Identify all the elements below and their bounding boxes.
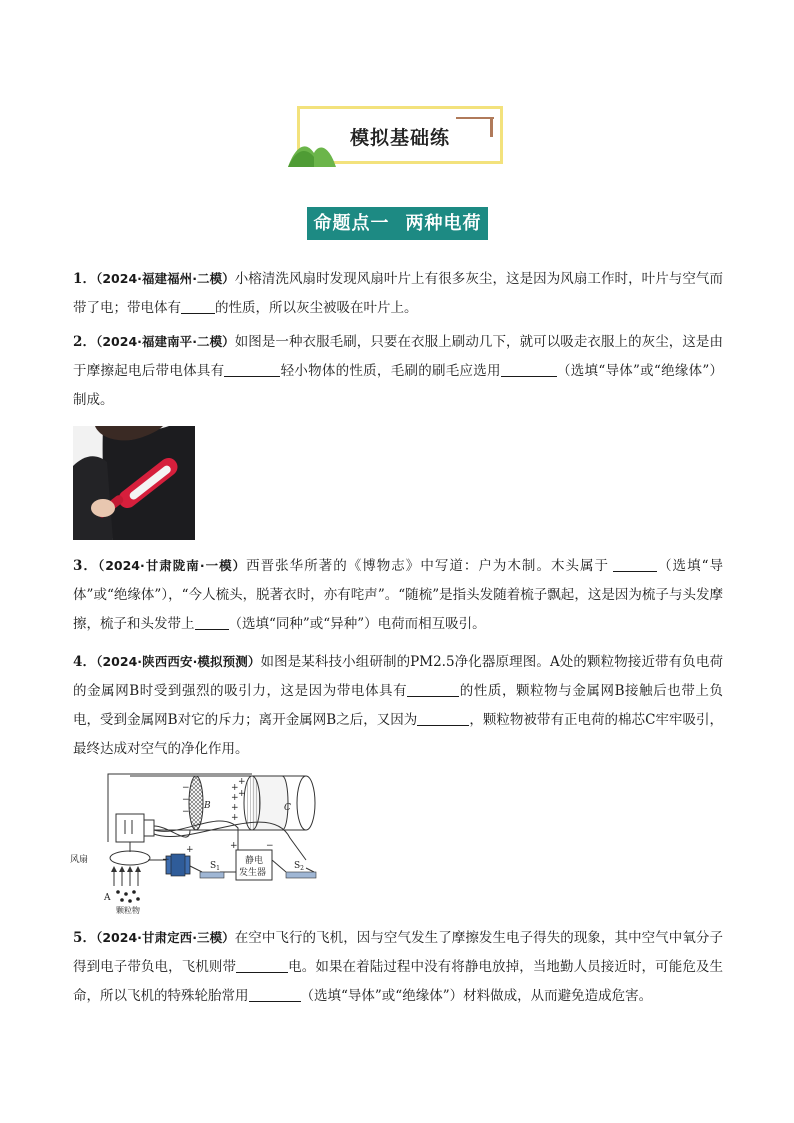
question-number: 5． — [73, 930, 97, 946]
answer-blank[interactable] — [195, 615, 229, 630]
generator-label: 发生器 — [239, 868, 267, 878]
question-source: （2024·陕西西安·模拟预测） — [96, 654, 261, 669]
label-c: C — [284, 803, 291, 813]
question-text: 的性质，所以灰尘被吸在叶片上。 — [215, 300, 418, 316]
label-b: B — [204, 801, 211, 811]
question-2 — [73, 327, 723, 415]
fan-label: 风扇 — [70, 855, 89, 865]
section-banner — [297, 106, 503, 164]
question-4 — [73, 647, 723, 764]
question-text: 轻小物体的性质，毛刷的刷毛应选用 — [280, 363, 501, 379]
question-source: （2024·福建南平·二模） — [96, 334, 235, 349]
question-text: （选填“同种”或“异种”）电荷而相互吸引。 — [228, 616, 486, 632]
charge-sign: + — [231, 813, 239, 823]
question-text: ，颗粒物被带有正电荷的棉芯C牢牢吸引，最终达成对空气的净化作用。 — [73, 712, 723, 757]
charge-sign: + — [230, 841, 238, 851]
banner-title: 模拟基础练 — [349, 127, 450, 149]
topic-title: 两种电荷 — [405, 213, 482, 234]
charge-sign: − — [182, 795, 190, 805]
question-text: 的性质，颗粒物与金属网B接触后也带上负电，受到金属网B对它的斥力；离开金属网B之后，又因为 — [73, 683, 724, 728]
charge-sign: + — [231, 783, 239, 793]
switch-label: $S_1$ — [210, 861, 220, 872]
question-number: 2． — [73, 334, 97, 350]
banner-decoration-bar — [456, 117, 494, 119]
question-text: 如图是一种衣服毛刷，只要在衣服上刷动几下，就可以吸走衣服上的灰尘，这是由于摩擦起电后带电体具有 — [73, 334, 723, 379]
question-text: 西晋张华所著的《博物志》中写道：户为木制。木头属于 — [246, 558, 610, 574]
charge-sign: + — [238, 789, 246, 799]
charge-sign: + — [238, 777, 246, 787]
answer-blank[interactable] — [181, 299, 215, 314]
charge-sign: − — [162, 855, 170, 865]
charge-sign: − — [266, 841, 274, 851]
answer-blank[interactable] — [407, 682, 459, 697]
label-a: A — [104, 893, 111, 903]
answer-blank[interactable] — [236, 958, 288, 973]
answer-blank[interactable] — [501, 362, 557, 377]
question-source: （2024·福建福州·二模） — [96, 271, 235, 286]
question-text: （选填“导体”或“绝缘体”）材料做成，从而避免造成危害。 — [300, 988, 653, 1004]
question-text: 电。如果在着陆过程中没有将静电放掉，当地勤人员接近时，可能危及生命，所以飞机的特殊轮胎常用 — [73, 959, 724, 1004]
answer-blank[interactable] — [613, 557, 657, 572]
particles-label: 颗粒物 — [116, 906, 140, 915]
answer-blank[interactable] — [249, 987, 301, 1002]
question-text: （选填“导体”或“绝缘体”），“今人梳头，脱著衣时，亦有咤声”。“随梳”是指头发随着梳子飘起，这是因为梳子与头发摩擦，梳子和头发带上 — [73, 558, 724, 632]
question-text: 在空中飞行的飞机，因与空气发生了摩擦发生电子得失的现象，其中空气中氧分子得到电子带负电，飞机则带 — [73, 930, 723, 975]
question-5 — [73, 923, 723, 1011]
charge-sign: − — [182, 783, 190, 793]
charge-sign: + — [231, 793, 239, 803]
question-text: 小榕清洗风扇时发现风扇叶片上有很多灰尘，这是因为风扇工作时，叶片与空气而带了电；带电体有 — [73, 271, 723, 316]
charge-sign: − — [182, 807, 190, 817]
answer-blank[interactable] — [224, 362, 280, 377]
topic-heading — [307, 207, 488, 240]
generator-label: 静电 — [245, 856, 264, 866]
question-source: （2024·甘肃定西·三模） — [96, 930, 235, 945]
topic-label: 命题点一 — [313, 213, 390, 234]
question-number: 1． — [73, 271, 97, 287]
switch-label: $S_2$ — [294, 861, 304, 872]
purifier-diagram — [70, 768, 330, 918]
question-number: 4． — [73, 654, 97, 670]
answer-blank[interactable] — [417, 711, 469, 726]
question-source: （2024·甘肃陇南·一模） — [97, 558, 247, 573]
charge-sign: + — [231, 803, 239, 813]
question-3 — [73, 551, 723, 639]
lint-brush-photo — [73, 426, 195, 540]
question-1 — [73, 264, 723, 323]
question-text: （选填“导体”或“绝缘体”）制成。 — [73, 363, 724, 408]
charge-sign: + — [186, 845, 194, 855]
question-text: 如图是某科技小组研制的PM2.5净化器原理图。A处的颗粒物接近带有负电荷的金属网B时受到强烈的吸引力，这是因为带电体具有 — [73, 654, 723, 699]
question-number: 3． — [73, 558, 98, 574]
